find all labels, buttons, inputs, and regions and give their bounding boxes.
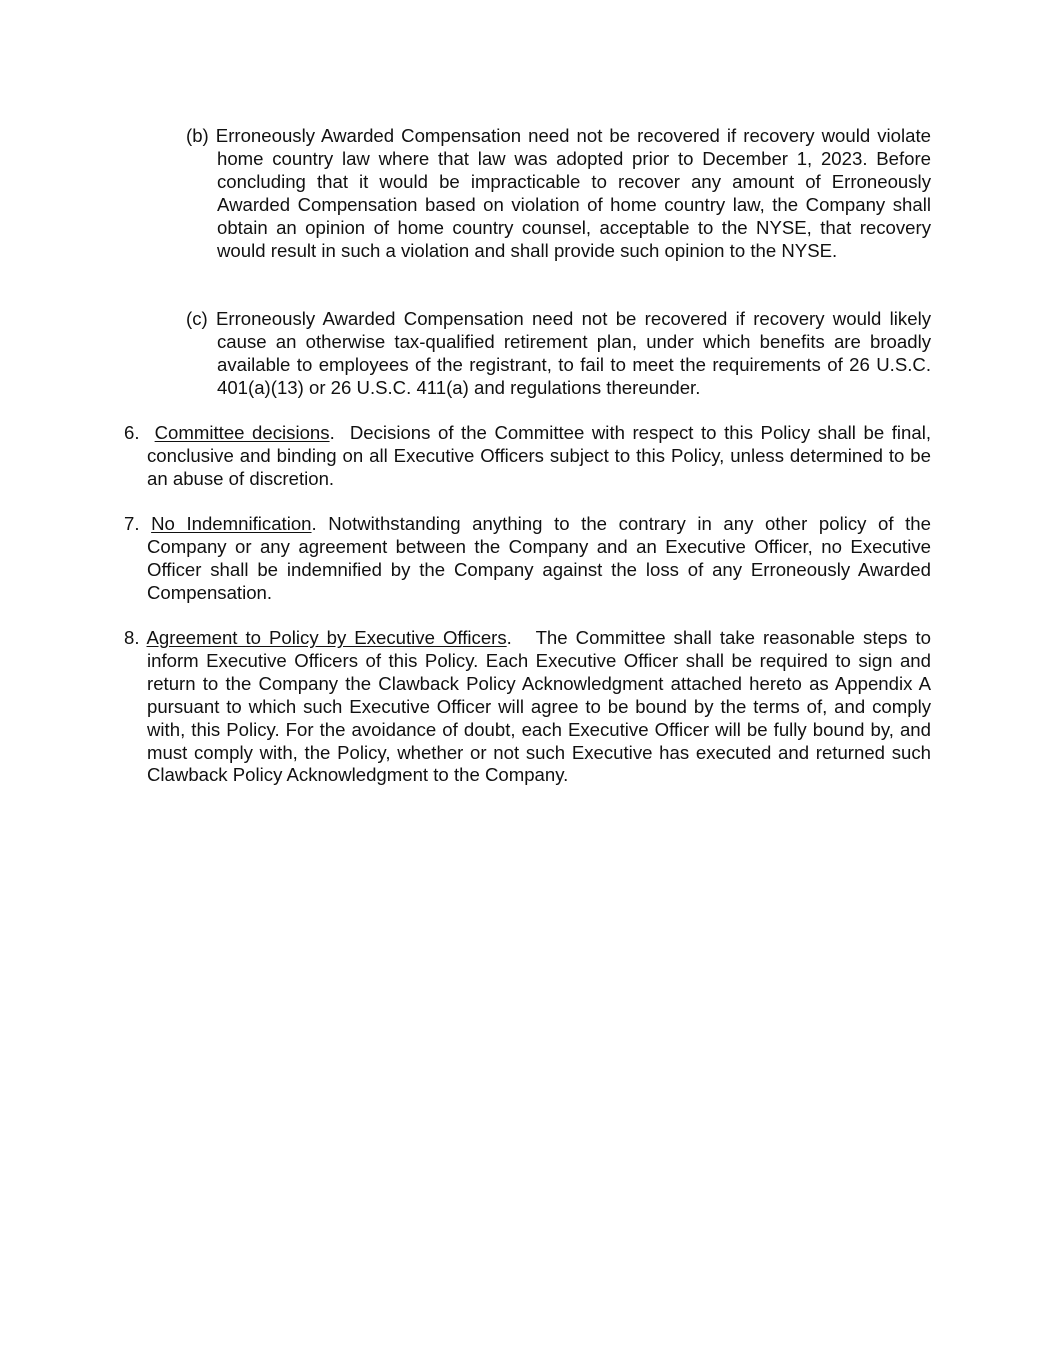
section-7-number: 7. [124, 513, 140, 534]
section-8-text: The Committee shall take reasonable steps to inform Executive Officers of this Policy. Each Executive Officer shall be required to sign and return to the Company the Clawback Policy Acknowledgment attached hereto as Appendix A pursuant to which such Executive Officer will agree to be bound by the terms of, and comply with, this Policy. For the avoidance of doubt, each Executive Officer will be fully bound by, and must comply with, the Policy, whether or not such Executive has executed and returned such Clawback Policy Acknowledgment to the Company. [147, 627, 931, 786]
section-6-heading-suffix: . [329, 422, 335, 443]
section-8-heading: Agreement to Policy by Executive Officers [146, 627, 507, 648]
section-7-text: Notwithstanding anything to the contrary in any other policy of the Company or any agreement between the Company and an Executive Officer, no Executive Officer shall be indemnified by the Company against the loss of any Erroneously Awarded Compensation. [147, 513, 931, 603]
paragraph-b [186, 125, 931, 262]
section-6-number: 6. [124, 422, 140, 443]
section-6 [124, 422, 931, 491]
section-8-heading-suffix: . [506, 627, 512, 648]
section-8-number: 8. [124, 627, 140, 648]
paragraph-b-text: Erroneously Awarded Compensation need not be recovered if recovery would violate home country law where that law was adopted prior to December 1, 2023. Before concluding that it would be impracticable to recover any amount of Erroneously Awarded Compensation based on violation of home country law, the Company shall obtain an opinion of home country counsel, acceptable to the NYSE, that recovery would result in such a violation and shall provide such opinion to the NYSE. [215, 125, 931, 261]
section-7 [124, 513, 931, 605]
paragraph-c-text: Erroneously Awarded Compensation need not be recovered if recovery would likely cause an otherwise tax-qualified retirement plan, under which benefits are broadly available to employees of the registrant, to fail to meet the requirements of 26 U.S.C. 401(a)(13) or 26 U.S.C. 411(a) and regulations thereunder. [215, 308, 931, 398]
section-6-text: Decisions of the Committee with respect to this Policy shall be final, conclusive and binding on all Executive Officers subject to this Policy, unless determined to be an abuse of discretion. [147, 422, 931, 489]
section-6-heading: Committee decisions [154, 422, 330, 443]
paragraph-c-marker: (c) [186, 308, 208, 329]
section-7-heading: No Indemnification [151, 513, 312, 534]
section-7-heading-suffix: . [311, 513, 317, 534]
section-8 [124, 627, 931, 787]
paragraph-c [186, 308, 931, 400]
paragraph-b-marker: (b) [186, 125, 209, 146]
